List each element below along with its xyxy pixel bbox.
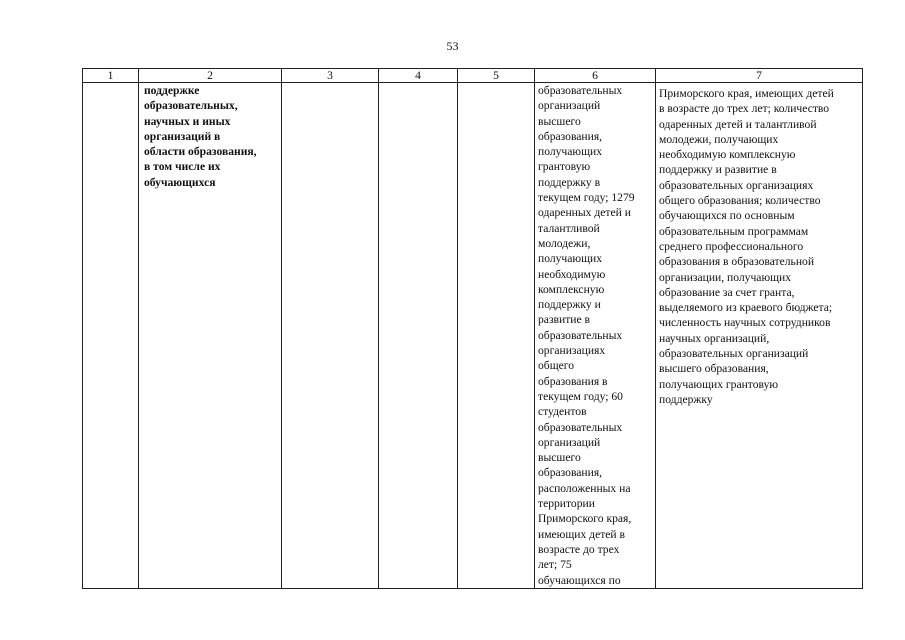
document-table xyxy=(82,68,863,589)
header-cell-7: 7 xyxy=(656,69,863,83)
cell-col5 xyxy=(458,83,535,589)
measure-name-text: поддержке образовательных, научных и иных организаций в области образования, в том числе их обучающихся xyxy=(144,84,257,189)
indicator-text: Приморского края, имеющих детей в возрасте до трех лет; количество одаренных детей и талантливой молодежи, получающих необходимую комплексную поддержку и развитие в образовательных организациях общего образования; количество обучающихся по основным образовательным программам среднего профессионального образования в образовательной организации, получающих образование за счет гранта, выделяемого из краевого бюджета; численность научных сотрудников научных организаций, образовательных организаций высшего образования, получающих грантовую поддержку xyxy=(659,87,834,406)
header-cell-6: 6 xyxy=(535,69,656,83)
header-cell-4: 4 xyxy=(379,69,458,83)
page-number: 53 xyxy=(446,39,459,53)
cell-col4 xyxy=(379,83,458,589)
result-text: образовательных организаций высшего образования, получающих грантовую поддержку в текущем году; 1279 одаренных детей и талантливой молодежи, получающих необходимую комплексную поддержку и развитие в образовательных организациях общего образования в текущем году; 60 студентов образовательных организаций высшего образования, расположенных на территории Приморского края, имеющих детей в возрасте до трех лет; 75 обучающихся по xyxy=(538,84,635,587)
header-cell-3: 3 xyxy=(282,69,379,83)
cell-col1 xyxy=(83,83,139,589)
header-cell-1: 1 xyxy=(83,69,139,83)
cell-col2 xyxy=(139,83,282,589)
cell-col7 xyxy=(656,83,863,589)
header-cell-5: 5 xyxy=(458,69,535,83)
table-row xyxy=(83,83,863,589)
table-header-row xyxy=(83,69,863,83)
cell-col3 xyxy=(282,83,379,589)
cell-col6 xyxy=(535,83,656,589)
header-cell-2: 2 xyxy=(139,69,282,83)
